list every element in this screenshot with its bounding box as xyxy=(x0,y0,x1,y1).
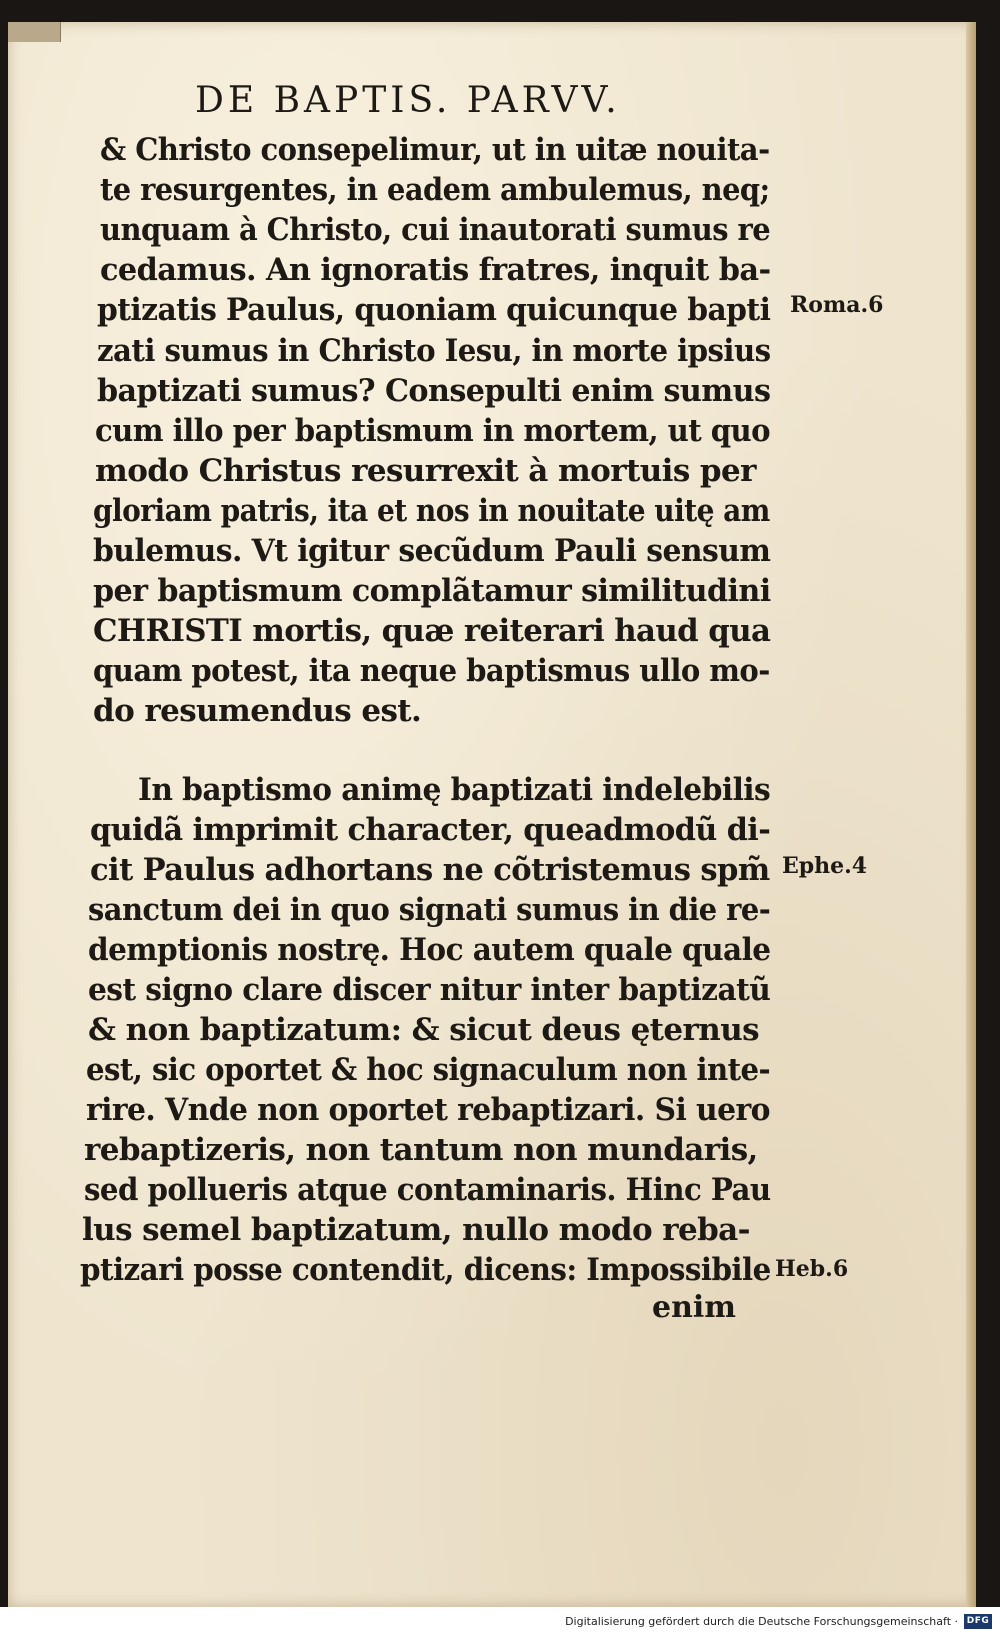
text-line: do resumendus est. xyxy=(93,693,422,729)
text-line: sanctum dei in quo signati sumus in die re- xyxy=(88,892,771,928)
text-line: est, sic oportet & hoc signaculum non inte- xyxy=(86,1052,771,1088)
text-line: bulemus. Vt igitur secũdum Pauli sensum xyxy=(93,533,771,569)
margin-note: Roma.6 xyxy=(790,292,884,318)
text-line: cum illo per baptismum in mortem, ut quo xyxy=(95,413,771,449)
text-line: rebaptizeris, non tantum non mundaris, xyxy=(84,1132,758,1168)
text-line: quidã imprimit character, queadmodũ di- xyxy=(90,812,771,848)
text-line: rire. Vnde non oportet rebaptizari. Si uero xyxy=(86,1092,770,1128)
text-line: demptionis nostrę. Hoc autem quale quale xyxy=(88,932,771,968)
text-line: quam potest, ita neque baptismus ullo mo- xyxy=(93,653,770,689)
text-line: est signo clare discer nitur inter baptizatũ xyxy=(88,972,771,1008)
catchword: enim xyxy=(652,1290,737,1325)
text-line: baptizati sumus? Consepulti enim sumus xyxy=(97,373,771,409)
text-line: gloriam patris, ita et nos in nouitate uitę am xyxy=(93,493,770,529)
running-head: DE BAPTIS. PARVV. xyxy=(195,80,621,121)
funding-credit: Digitalisierung gefördert durch die Deutsche Forschungsgemeinschaft · xyxy=(565,1615,958,1628)
page-edge xyxy=(966,22,976,1607)
text-line: cedamus. An ignoratis fratres, inquit ba- xyxy=(100,252,771,288)
text-line: In baptismo animę baptizati indelebilis xyxy=(138,772,771,808)
text-line: modo Christus resurrexit à mortuis per xyxy=(95,453,756,489)
text-line: & Christo consepelimur, ut in uitæ nouita- xyxy=(100,132,770,168)
margin-note: Heb.6 xyxy=(775,1256,849,1282)
text-line: CHRISTI mortis, quæ reiterari haud qua xyxy=(93,613,771,649)
text-line: ptizari posse contendit, dicens: Impossibile xyxy=(80,1252,771,1288)
text-line: per baptismum complãtamur similitudini xyxy=(93,573,771,609)
margin-note: Ephe.4 xyxy=(782,853,868,879)
text-line: sed pollueris atque contaminaris. Hinc Pau xyxy=(84,1172,771,1208)
text-line: zati sumus in Christo Iesu, in morte ipsius xyxy=(97,333,771,369)
text-line: cit Paulus adhortans ne cõtristemus spm̃ xyxy=(90,852,770,888)
text-line: unquam à Christo, cui inautorati sumus re xyxy=(100,212,771,248)
footer-bar xyxy=(0,1607,1000,1633)
dfg-logo-icon: DFG xyxy=(964,1614,992,1629)
text-line: te resurgentes, in eadem ambulemus, neq; xyxy=(100,172,770,208)
text-line: lus semel baptizatum, nullo modo reba- xyxy=(82,1212,750,1248)
text-line: & non baptizatum: & sicut deus ęternus xyxy=(88,1012,759,1048)
text-line: ptizatis Paulus, quoniam quicunque bapti xyxy=(97,292,771,328)
corner-tab xyxy=(8,22,61,42)
